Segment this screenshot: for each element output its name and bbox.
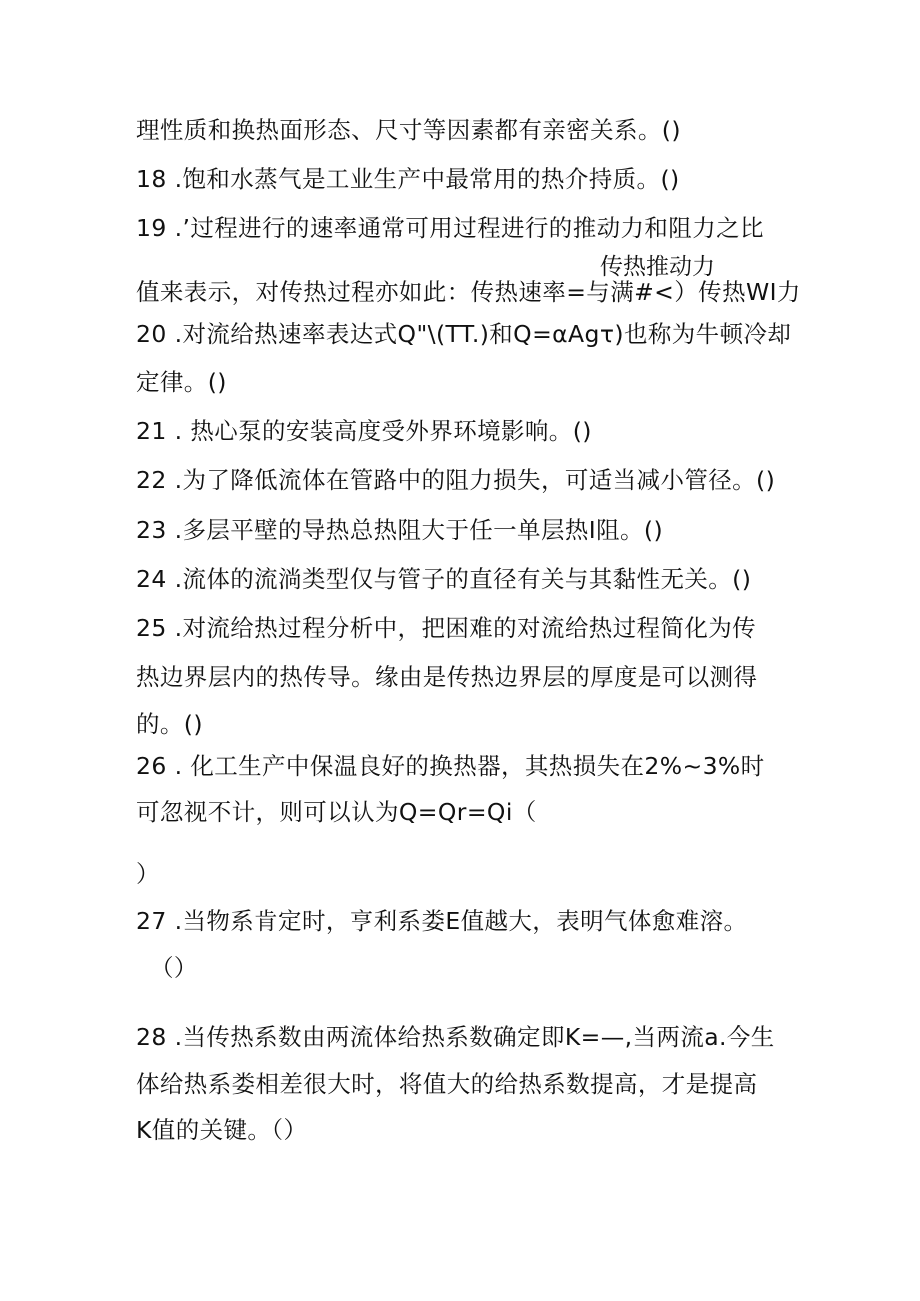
question-24: 24 .流体的流淌类型仅与管子的直径有关与其黏性无关。() (136, 565, 752, 593)
question-27: 27 .当物系肯定时，亨利系娄E值越大，表明气体愈难溶。 (136, 907, 748, 935)
question-21: 21 . 热心泵的安装高度受外界环境影响。() (136, 417, 592, 445)
question-25: 25 .对流给热过程分析中，把困难的对流给热过程简化为传 (136, 614, 757, 642)
text-line: K值的关键。（） (136, 1116, 308, 1144)
question-19: 19 .’过程进行的速率通常可用过程进行的推动力和阻力之比 (136, 214, 764, 242)
text-line: 的。() (136, 710, 203, 738)
question-28: 28 .当传热系数由两流体给热系数确定即K=—,当两流a.今生 (136, 1023, 775, 1051)
text-line: 值来表示，对传热过程亦如此：传热速率=与满#<）传热WI力 (136, 278, 801, 306)
question-18: 18 .饱和水蒸气是工业生产中最常用的热介持质。() (136, 165, 680, 193)
question-20: 20 .对流给热速率表达式Q"\(TT.)和Q=αAgτ)也称为牛顿冷却 (136, 320, 792, 348)
question-23: 23 .多层平壁的导热总热阻大于任一单层热I阻。() (136, 516, 664, 544)
text-line: 体给热系娄相差很大时，将值大的给热系数提高，才是提高 (136, 1070, 758, 1098)
question-22: 22 .为了降低流体在管路中的阻力损失，可适当减小管径。() (136, 466, 776, 494)
text-line: ） (136, 860, 160, 888)
text-line: 理性质和换热面形态、尺寸等因素都有亲密关系。() (136, 116, 681, 144)
answer-blank: （） (150, 954, 198, 982)
text-line: 可忽视不计，则可以认为Q=Qr=Qi（ (136, 798, 537, 826)
question-26: 26 . 化工生产中保温良好的换热器，其热损失在2%~3%时 (136, 752, 765, 780)
text-line: 热边界层内的热传导。缘由是传热边界层的厚度是可以测得 (136, 663, 758, 691)
formula-numerator: 传热推动力 (600, 254, 715, 280)
text-line: 定律。() (136, 368, 227, 396)
